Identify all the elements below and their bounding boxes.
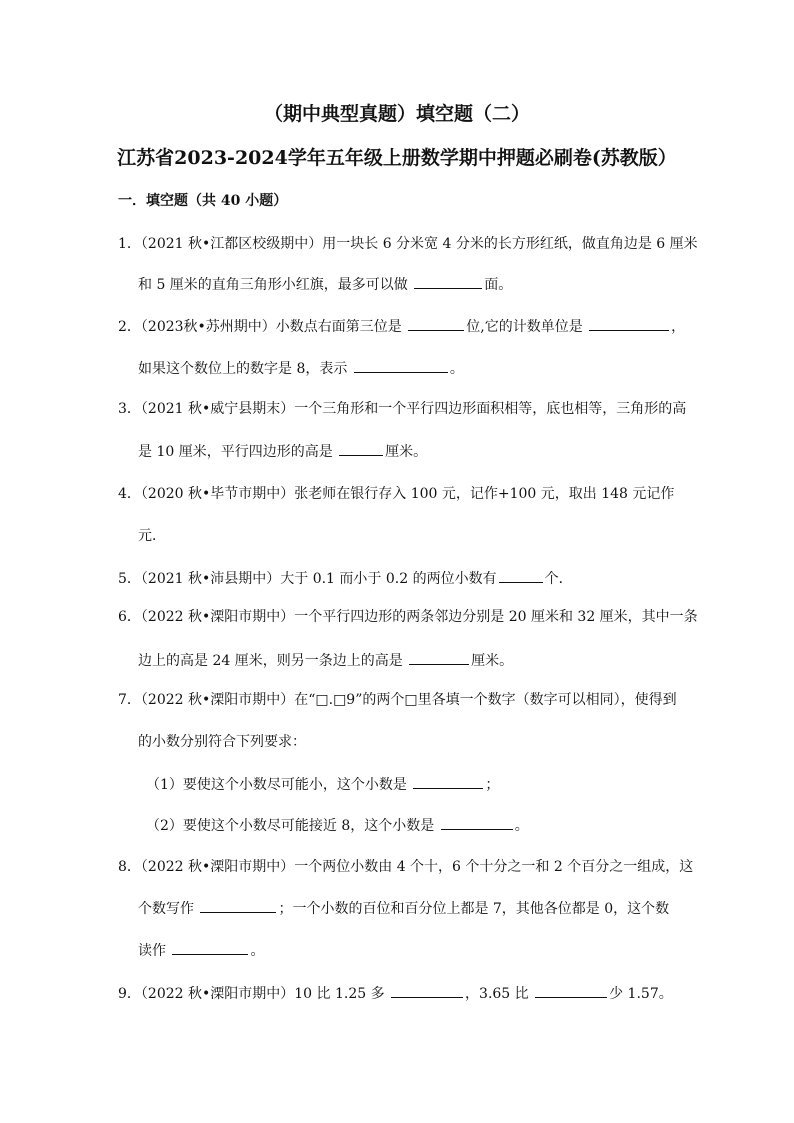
question-5-text-a: 5．（2021 秋•沛县期中）大于 0.1 而小于 0.2 的两位小数有 xyxy=(118,571,497,587)
question-8-text-c: 读作 xyxy=(138,943,171,959)
question-2-text-a: 2．（2023秋•苏州期中）小数点右面第三位是 xyxy=(118,319,407,335)
question-8-text-a: 个数写作 xyxy=(138,901,199,917)
page-subtitle: 江苏省2023-2024学年五年级上册数学期中押题必刷卷(苏教版） xyxy=(117,147,677,169)
question-6-answer-blank[interactable] xyxy=(409,650,469,665)
question-7-sub-2 xyxy=(146,815,529,836)
question-6-line-1: 6．（2022 秋•溧阳市期中）一个平行四边形的两条邻边分别是 20 厘米和 32 厘米，其中一条 xyxy=(118,609,698,625)
question-7-sub-2-text-a: （2）要使这个小数尽可能接近 8，这个小数是 xyxy=(146,818,439,834)
question-2-text-d: 如果这个数位上的数字是 8，表示 xyxy=(138,361,352,377)
question-7-sub-2-text-b: 。 xyxy=(514,818,529,834)
question-5-answer-blank[interactable] xyxy=(499,568,543,583)
question-8-text-b: ；一个小数的百位和百分位上都是 7，其他各位都是 0，这个数 xyxy=(278,901,670,917)
question-3-answer-blank[interactable] xyxy=(339,441,383,456)
question-7-answer-blank-1[interactable] xyxy=(413,774,483,789)
question-7-sub-1 xyxy=(146,774,499,795)
question-4-line-1: 4．（2020 秋•毕节市期中）张老师在银行存入 100 元，记作+100 元，取出 148 元记作 xyxy=(118,486,675,502)
question-2-answer-blank-3[interactable] xyxy=(354,358,448,373)
question-3-line-1: 3．（2021 秋•威宁县期末）一个三角形和一个平行四边形面积相等，底也相等，三角形的高 xyxy=(118,401,687,417)
section-heading: 一．填空题（共 40 小题） xyxy=(118,193,288,209)
question-2-answer-blank-1[interactable] xyxy=(408,316,464,331)
question-2-text-c: ， xyxy=(671,319,686,335)
question-7-sub-1-text-a: （1）要使这个小数尽可能小，这个小数是 xyxy=(146,777,412,793)
question-8-answer-blank-2[interactable] xyxy=(172,940,248,955)
question-9-answer-blank-1[interactable] xyxy=(391,983,463,998)
question-3-text-b: 厘米。 xyxy=(385,444,428,460)
question-6-text-b: 厘米。 xyxy=(471,653,514,669)
question-7-line-1: 7．（2022 秋•溧阳市期中）在“□.□9”的两个□里各填一个数字（数字可以相同），使得到 xyxy=(118,692,677,708)
question-1-line-1: 1．（2021 秋•江都区校级期中）用一块长 6 分米宽 4 分米的长方形红纸，做直角边是 6 厘米 xyxy=(118,236,698,252)
question-2-text-b: 位,它的计数单位是 xyxy=(466,319,588,335)
question-5-text-b: 个． xyxy=(544,571,573,587)
question-6-line-2 xyxy=(138,650,513,671)
question-7-line-2: 的小数分别符合下列要求： xyxy=(138,734,306,750)
page-title: （期中典型真题）填空题（二） xyxy=(263,103,530,125)
question-2-answer-blank-2[interactable] xyxy=(589,316,669,331)
question-1-text-a: 和 5 厘米的直角三角形小红旗，最多可以做 xyxy=(138,277,413,293)
question-3-text-a: 是 10 厘米，平行四边形的高是 xyxy=(138,444,338,460)
question-7-sub-1-text-b: ； xyxy=(485,777,500,793)
question-7-answer-blank-2[interactable] xyxy=(441,815,513,830)
question-9-text-a: 9．（2022 秋•溧阳市期中）10 比 1.25 多 xyxy=(118,986,390,1002)
question-9-text-b: ，3.65 比 xyxy=(465,986,534,1002)
question-1-answer-blank[interactable] xyxy=(414,274,482,289)
question-9-answer-blank-2[interactable] xyxy=(535,983,607,998)
question-2-line-1 xyxy=(118,316,685,337)
question-9-line-1 xyxy=(118,983,673,1004)
question-2-text-e: 。 xyxy=(449,361,464,377)
question-3-line-2 xyxy=(138,441,427,462)
question-8-line-2 xyxy=(138,898,669,919)
question-5-line-1 xyxy=(118,568,573,589)
question-6-text-a: 边上的高是 24 厘米，则另一条边上的高是 xyxy=(138,653,408,669)
question-8-answer-blank-1[interactable] xyxy=(200,898,276,913)
question-8-text-d: 。 xyxy=(250,943,265,959)
question-1-line-2 xyxy=(138,274,512,295)
question-4-line-2: 元． xyxy=(138,528,166,544)
question-8-line-1: 8．（2022 秋•溧阳市期中）一个两位小数由 4 个十，6 个十分之一和 2 个百分之一组成，这 xyxy=(118,859,694,875)
question-1-text-b: 面。 xyxy=(484,277,513,293)
question-9-text-c: 少 1.57。 xyxy=(609,986,673,1002)
question-2-line-2 xyxy=(138,358,464,379)
question-8-line-3 xyxy=(138,940,264,961)
